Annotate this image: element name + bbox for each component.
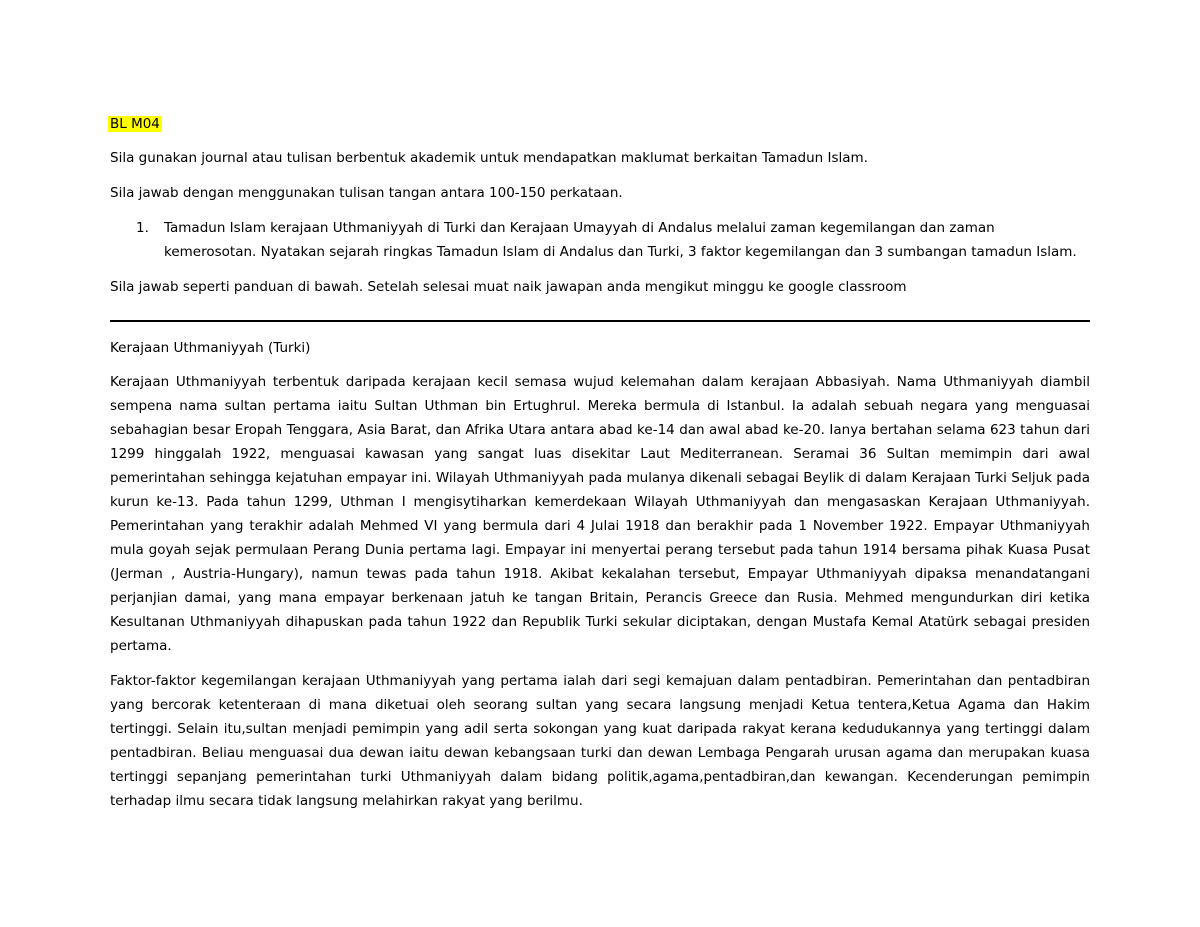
answer-paragraph-factors: Faktor-faktor kegemilangan kerajaan Uthmaniyyah yang pertama ialah dari segi kemajuan dalam pentadbiran. Pemerintahan dan pentadbiran yang bercorak ketenteraan di mana diketuai oleh seorang sultan yang secara langsung menjadi Ketua tentera,Ketua Agama dan Hakim tertinggi. Selain itu,sultan menjadi pemimpin yang adil serta sokongan yang kuat daripada rakyat kerana kedudukannya yang tertinggi dalam pentadbiran. Beliau menguasai dua dewan iaitu dewan kebangsaan turki dan dewan Lembaga Pengarah urusan agama dan merupakan kuasa tertinggi sepanjang pemerintahan turki Uthmaniyyah dalam bidang politik,agama,pentadbiran,dan kewangan. Kecenderungan pemimpin terhadap ilmu secara tidak langsung melahirkan rakyat yang berilmu.	[110, 673, 1090, 809]
section-divider	[110, 320, 1090, 322]
section-title: Kerajaan Uthmaniyyah (Turki)	[110, 340, 311, 356]
answer-paragraph-history: Kerajaan Uthmaniyyah terbentuk daripada kerajaan kecil semasa wujud kelemahan dalam kerajaan Abbasiyah. Nama Uthmaniyyah diambil sempena nama sultan pertama iaitu Sultan Uthman bin Ertughrul. Mereka bermula di Istanbul. Ia adalah sebuah negara yang menguasai sebahagian besar Eropah Tenggara, Asia Barat, dan Afrika Utara antara abad ke-14 dan awal abad ke-20. Ianya bertahan selama 623 tahun dari 1299 hinggalah 1922, menguasai kawasan yang sangat luas disekitar Laut Mediterranean. Seramai 36 Sultan memimpin dari awal pemerintahan sehingga kejatuhan empayar ini. Wilayah Uthmaniyyah pada mulanya dikenali sebagai Beylik di dalam Kerajaan Turki Seljuk pada kurun ke-13. Pada tahun 1299, Uthman I mengisytiharkan kemerdekaan Wilayah Uthmaniyyah dan mengasaskan Kerajaan Uthmaniyyah. Pemerintahan yang terakhir adalah Mehmed VI yang bermula dari 4 Julai 1918 dan berakhir pada 1 November 1922. Empayar Uthmaniyyah mula goyah sejak permulaan Perang Dunia pertama lagi. Empayar ini menyertai perang tersebut pada tahun 1914 bersama pihak Kuasa Pusat (Jerman , Austria-Hungary), namun tewas pada tahun 1918. Akibat kekalahan tersebut, Empayar Uthmaniyyah dipaksa menandatangani perjanjian damai, yang mana empayar berkenaan jatuh ke tangan Britain, Perancis Greece dan Rusia. Mehmed mengundurkan diri ketika Kesultanan Uthmaniyyah dihapuskan pada tahun 1922 dan Republik Turki sekular diciptakan, dengan Mustafa Kemal Atatürk sebagai presiden pertama.	[110, 374, 1090, 654]
question-text: Tamadun Islam kerajaan Uthmaniyyah di Turki dan Kerajaan Umayyah di Andalus melalui zaman kegemilangan dan zaman kemerosotan. Nyatakan sejarah ringkas Tamadun Islam di Andalus dan Turki, 3 faktor kegemilangan dan 3 sumbangan tamadun Islam.	[164, 220, 1077, 260]
module-code-line	[110, 112, 1090, 136]
question-number: 1.	[136, 220, 149, 236]
instruction-word-count: Sila jawab dengan menggunakan tulisan tangan antara 100-150 perkataan.	[110, 185, 623, 201]
question-list	[110, 216, 1090, 264]
instruction-submission: Sila jawab seperti panduan di bawah. Setelah selesai muat naik jawapan anda mengikut minggu ke google classroom	[110, 279, 907, 295]
module-code-highlight: BL M04	[110, 116, 160, 132]
question-item	[110, 216, 1090, 264]
instruction-journal: Sila gunakan journal atau tulisan berbentuk akademik untuk mendapatkan maklumat berkaitan Tamadun Islam.	[110, 150, 868, 166]
